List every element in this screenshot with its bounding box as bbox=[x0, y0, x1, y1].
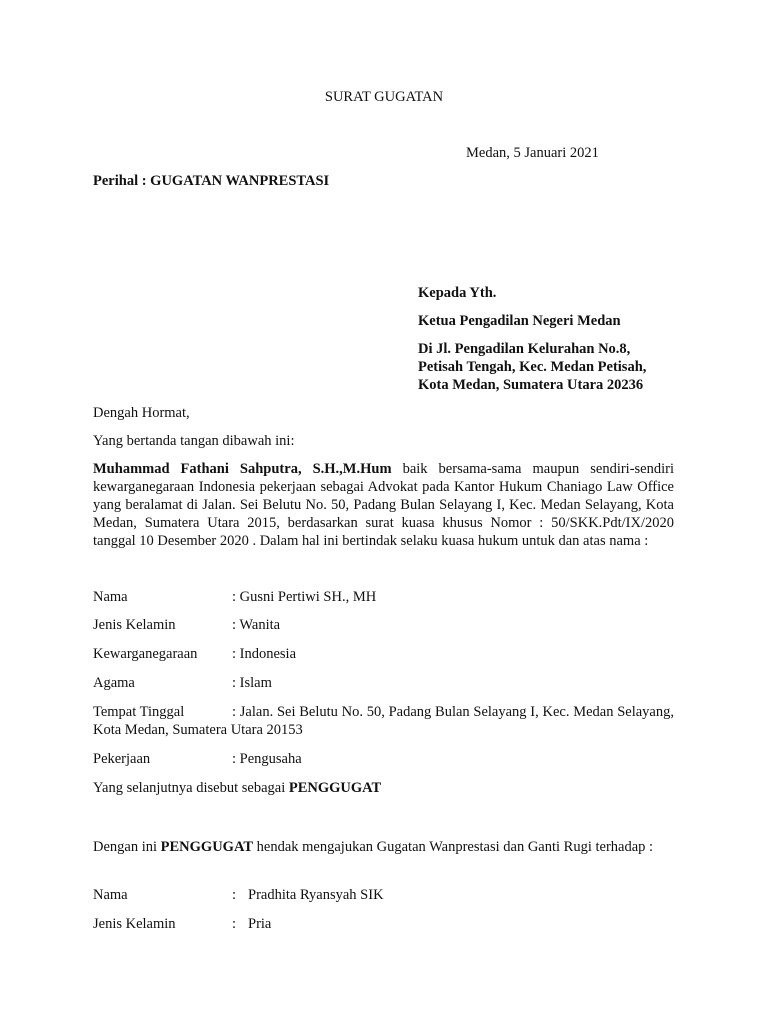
document-title: SURAT GUGATAN bbox=[324, 89, 444, 105]
recipient-address-line1: Di Jl. Pengadilan Kelurahan No.8, bbox=[418, 341, 631, 357]
defendant-gender-value: Pria bbox=[248, 916, 272, 932]
advocate-text: baik bersama-sama maupun sendiri-sendiri kewarganegaraan Indonesia pekerjaan sebagai Advokat pada Kantor Hukum Chaniago Law Office yang beralamat di Jalan. Sei Belutu No. 50, Padang Bulan Selayang I, Kec. Medan Selayang, Kota Medan, Sumatera Utara 2015, berdasarkan surat kuasa khusus Nomor : 50/SKK.Pdt/IX/2020 tanggal 10 Desember 2020 . Dalam hal ini bertindak selaku kuasa hukum untuk dan atas nama : bbox=[93, 461, 674, 549]
plaintiff-citizenship-value: : Indonesia bbox=[232, 646, 297, 662]
plaintiff-residence-label: Tempat Tinggal bbox=[93, 704, 185, 720]
recipient-address-line3: Kota Medan, Sumatera Utara 20236 bbox=[418, 377, 644, 393]
defendant-name-value: Pradhita Ryansyah SIK bbox=[248, 887, 384, 903]
plaintiff-occupation-value: : Pengusaha bbox=[232, 751, 302, 767]
plaintiff-occupation-label: Pekerjaan bbox=[93, 751, 151, 767]
subject-line: Perihal : GUGATAN WANPRESTASI bbox=[93, 173, 330, 189]
intro-line: Yang bertanda tangan dibawah ini: bbox=[93, 433, 295, 449]
plaintiff-religion-label: Agama bbox=[93, 675, 135, 691]
plaintiff-gender-value: : Wanita bbox=[232, 617, 281, 633]
plaintiff-reference-term: PENGGUGAT bbox=[288, 780, 382, 796]
plaintiff-reference-prefix: Yang selanjutnya disebut sebagai bbox=[93, 780, 289, 796]
claim-text: hendak mengajukan Gugatan Wanprestasi dan Ganti Rugi terhadap : bbox=[253, 839, 654, 855]
plaintiff-citizenship-label: Kewarganegaraan bbox=[93, 646, 198, 662]
defendant-name-label: Nama bbox=[93, 887, 128, 903]
plaintiff-gender-label: Jenis Kelamin bbox=[93, 617, 176, 633]
recipient-salutation: Kepada Yth. bbox=[418, 285, 497, 301]
defendant-gender-colon: : bbox=[232, 916, 237, 932]
greeting: Dengah Hormat, bbox=[93, 405, 190, 421]
plaintiff-religion-value: : Islam bbox=[232, 675, 272, 691]
plaintiff-name-label: Nama bbox=[93, 589, 128, 605]
plaintiff-residence-row bbox=[93, 703, 674, 739]
plaintiff-reference bbox=[93, 779, 381, 797]
plaintiff-name-value: : Gusni Pertiwi SH., MH bbox=[232, 589, 377, 605]
advocate-name: Muhammad Fathani Sahputra, S.H.,M.Hum bbox=[93, 461, 392, 477]
defendant-name-colon: : bbox=[232, 887, 237, 903]
plaintiff-residence-value: : Jalan. Sei Belutu No. 50, Padang Bulan Selayang I, Kec. Medan Selayang, Kota Medan, Sumatera Utara 20153 bbox=[93, 704, 674, 738]
recipient-address-line2: Petisah Tengah, Kec. Medan Petisah, bbox=[418, 359, 647, 375]
claim-paragraph bbox=[93, 838, 674, 856]
claim-term: PENGGUGAT bbox=[160, 839, 254, 855]
place-date: Medan, 5 Januari 2021 bbox=[466, 145, 599, 161]
recipient-name: Ketua Pengadilan Negeri Medan bbox=[418, 313, 621, 329]
advocate-paragraph bbox=[93, 460, 674, 550]
defendant-gender-label: Jenis Kelamin bbox=[93, 916, 176, 932]
claim-prefix: Dengan ini bbox=[93, 839, 161, 855]
